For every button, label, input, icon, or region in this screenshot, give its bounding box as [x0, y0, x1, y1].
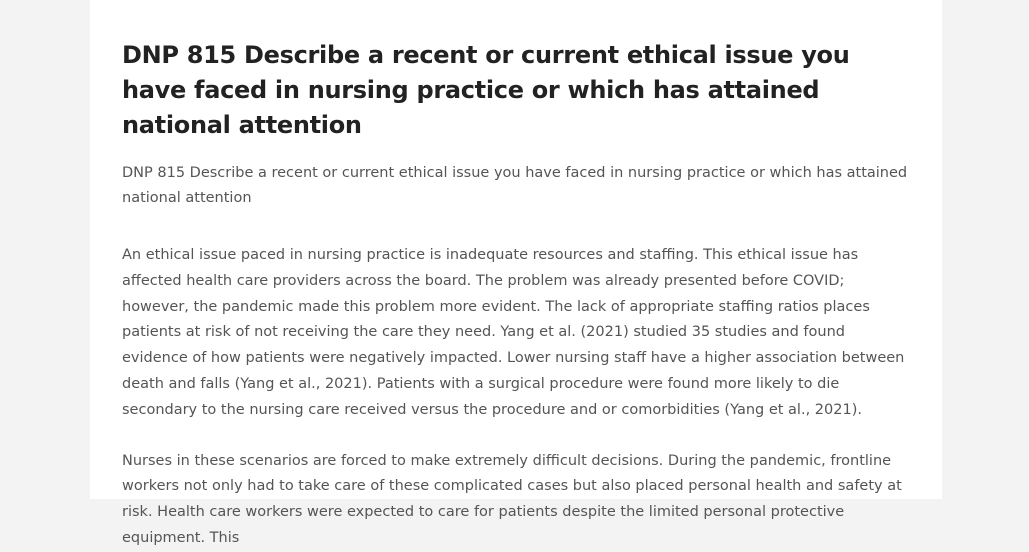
article-paragraph: Nurses in these scenarios are forced to make extremely difficult decisions. During the pandemic, frontline workers not only had to take care of these complicated cases but also placed personal health and safety at risk. Health care workers were expected to care for patients despite the limited personal protective equipment. This: [122, 452, 902, 546]
article-content: [122, 38, 912, 552]
article-subtitle: DNP 815 Describe a recent or current ethical issue you have faced in nursing practice or which has attained national attention: [122, 165, 908, 206]
article-page: [90, 0, 942, 546]
article-paragraph: An ethical issue paced in nursing practice is inadequate resources and staffing. This ethical issue has affected health care providers across the board. The problem was already presented before COVID; however, the pandemic made this problem more evident. The lack of appropriate staffing ratios places patients at risk of not receiving the care they need. Yang et al. (2021) studied 35 studies and found evidence of how patients were negatively impacted. Lower nursing staff have a higher association between death and falls (Yang et al., 2021). Patients with a surgical procedure were found more likely to die secondary to the nursing care received versus the procedure and or comorbidities (Yang et al., 2021).: [122, 247, 905, 418]
article-title: DNP 815 Describe a recent or current ethical issue you have faced in nursing practice or which has attained national attention: [122, 41, 850, 139]
